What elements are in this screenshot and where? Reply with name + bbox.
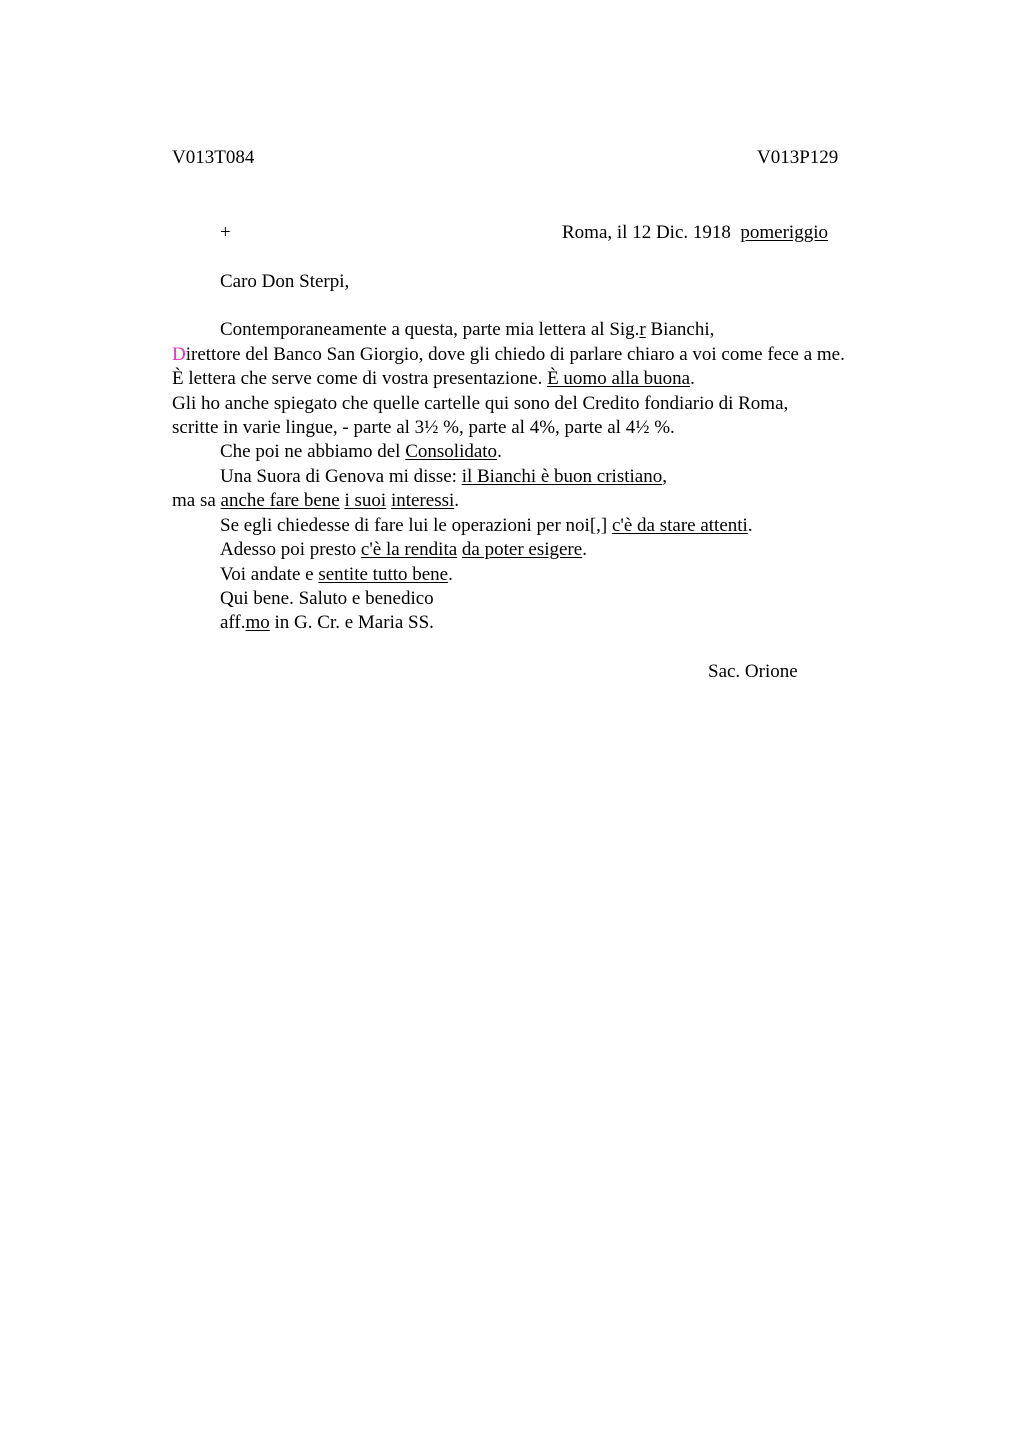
body-line-13 (220, 611, 434, 635)
body-underlined: È uomo alla buona (547, 368, 691, 389)
body-text: Una Suora di Genova mi disse: (220, 466, 462, 487)
body-text: . (448, 564, 453, 585)
body-text: . (497, 441, 502, 462)
body-underlined: c'è la rendita (360, 539, 458, 560)
body-text: ma sa (172, 490, 221, 511)
date-line (562, 221, 828, 245)
salutation: Caro Don Sterpi, (220, 271, 350, 292)
body-underlined: il Bianchi è buon cristiano (461, 466, 663, 487)
body-line-2 (172, 343, 845, 367)
body-text: . (582, 539, 587, 560)
body-underlined: c'è da stare attenti (612, 515, 748, 536)
body-line-5: scritte in varie lingue, - parte al 3½ %, parte al 4%, parte al 4½ %. (172, 417, 675, 438)
body-text: in G. Cr. e Maria SS. (269, 612, 434, 633)
body-underlined: anche fare bene (220, 490, 340, 511)
body-text: irettore del Banco San Giorgio, dove gli chiedo di parlare chiaro a voi come fece a me. (185, 344, 845, 365)
body-text: È lettera che serve come di vostra presentazione. (172, 368, 548, 389)
body-text: aff. (220, 612, 246, 633)
body-text: Bianchi, (645, 319, 715, 340)
body-line-9 (220, 514, 753, 538)
body-underlined: i suoi (344, 490, 387, 511)
body-underlined: da poter esigere (461, 539, 583, 560)
body-line-7 (220, 465, 667, 489)
body-text: , (662, 466, 667, 487)
body-line-6 (220, 440, 502, 464)
body-text: Voi andate e (220, 564, 319, 585)
cross-mark: + (220, 222, 231, 243)
body-line-10 (220, 538, 587, 562)
body-underlined: r (639, 319, 646, 340)
body-underlined: interessi (390, 490, 455, 511)
body-line-3 (172, 367, 695, 391)
body-underlined: mo (245, 612, 270, 633)
body-line-1 (220, 318, 714, 342)
body-text: Se egli chiedesse di fare lui le operazioni per noi[,] (220, 515, 612, 536)
body-line-11 (220, 563, 453, 587)
body-underlined: sentite tutto bene (318, 564, 449, 585)
body-line-12: Qui bene. Saluto e benedico (220, 588, 434, 609)
signature: Sac. Orione (708, 661, 798, 682)
body-text: Contemporaneamente a questa, parte mia lettera al Sig. (220, 319, 640, 340)
body-text: . (690, 368, 695, 389)
body-text: . (454, 490, 460, 511)
body-underlined: Consolidato (405, 441, 498, 462)
highlighted-initial: D (172, 344, 186, 365)
body-text: Che poi ne abbiamo del (220, 441, 406, 462)
header-right-code: V013P129 (757, 147, 839, 168)
body-text: Adesso poi presto (220, 539, 361, 560)
body-line-4: Gli ho anche spiegato che quelle cartelle qui sono del Credito fondiario di Roma, (172, 393, 789, 414)
body-text: . (747, 515, 753, 536)
header-left-code: V013T084 (172, 147, 255, 168)
time-of-day: pomeriggio (740, 222, 828, 243)
date-place: Roma, il 12 Dic. 1918 (562, 222, 731, 243)
body-line-8 (172, 489, 459, 513)
